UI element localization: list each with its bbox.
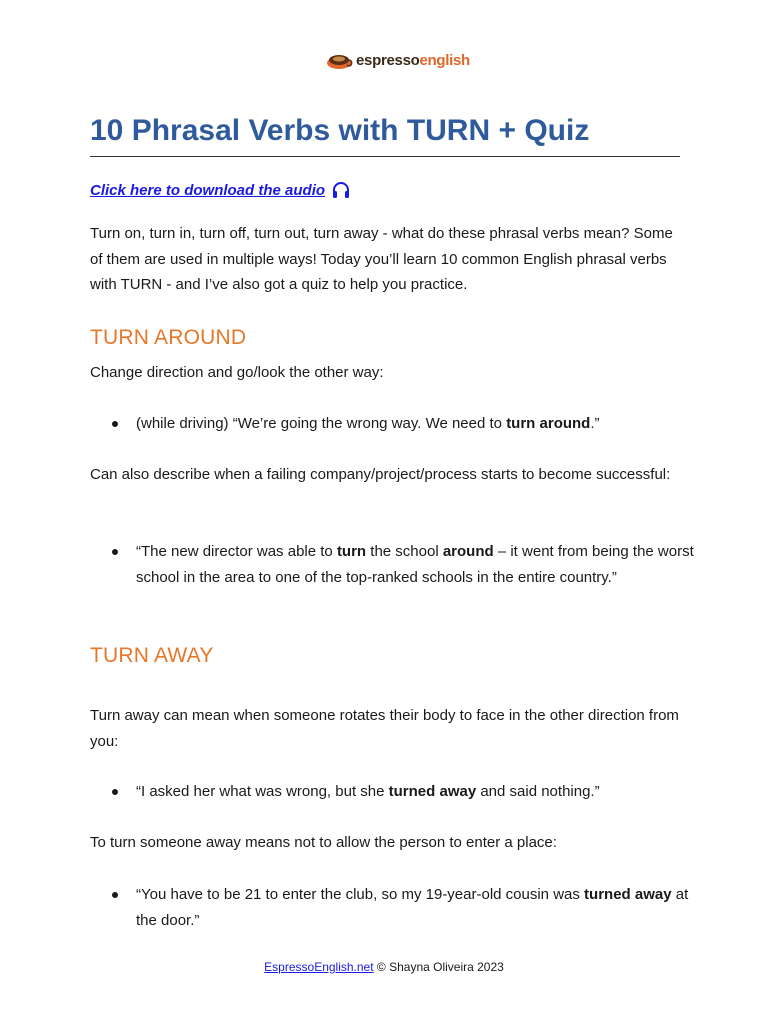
headphones-icon [331,180,351,200]
logo-wordmark: espressoenglish [356,51,470,69]
download-audio-label: Click here to download the audio [90,181,326,199]
turn-away-example-2: “You have to be 21 to enter the club, so my 19-year-old cousin was turned away at the door.” [112,882,696,933]
logo [325,48,470,72]
turn-around-definition-2: Can also describe when a failing company/project/process starts to become successful: [90,466,671,483]
bullet-dot [112,421,118,427]
section-heading-turn-around: TURN AROUND [90,326,247,349]
turn-around-example-1: (while driving) “We’re going the wrong way. We need to turn around.” [112,411,696,437]
turn-around-definition-1: Change direction and go/look the other way: [90,364,384,381]
coffee-cup-icon [325,48,353,72]
footer-copyright: © Shayna Oliveira 2023 [373,960,504,974]
footer-website-link[interactable]: EspressoEnglish.net [264,960,374,974]
bullet-dot [112,549,118,555]
bullet-dot [112,789,118,795]
turn-around-example-2: “The new director was able to turn the school around – it went from being the worst school in the area to one of the top-ranked schools in the entire country.” [112,539,696,590]
bullet-dot [112,892,118,898]
turn-away-definition-1: Turn away can mean when someone rotates their body to face in the other direction from you: [90,707,679,750]
footer [0,960,768,974]
turn-away-example-1: “I asked her what was wrong, but she turned away and said nothing.” [112,779,696,805]
intro-paragraph: Turn on, turn in, turn off, turn out, turn away - what do these phrasal verbs mean? Some of them are used in multiple ways! Today you’ll learn 10 common English phrasal verbs with TURN - and I’ve also got a quiz to help you practice. [90,225,673,293]
page-title: 10 Phrasal Verbs with TURN + Quiz [90,110,680,157]
turn-away-definition-2: To turn someone away means not to allow the person to enter a place: [90,834,557,851]
download-audio-link[interactable] [90,180,351,200]
section-heading-turn-away: TURN AWAY [90,644,214,667]
